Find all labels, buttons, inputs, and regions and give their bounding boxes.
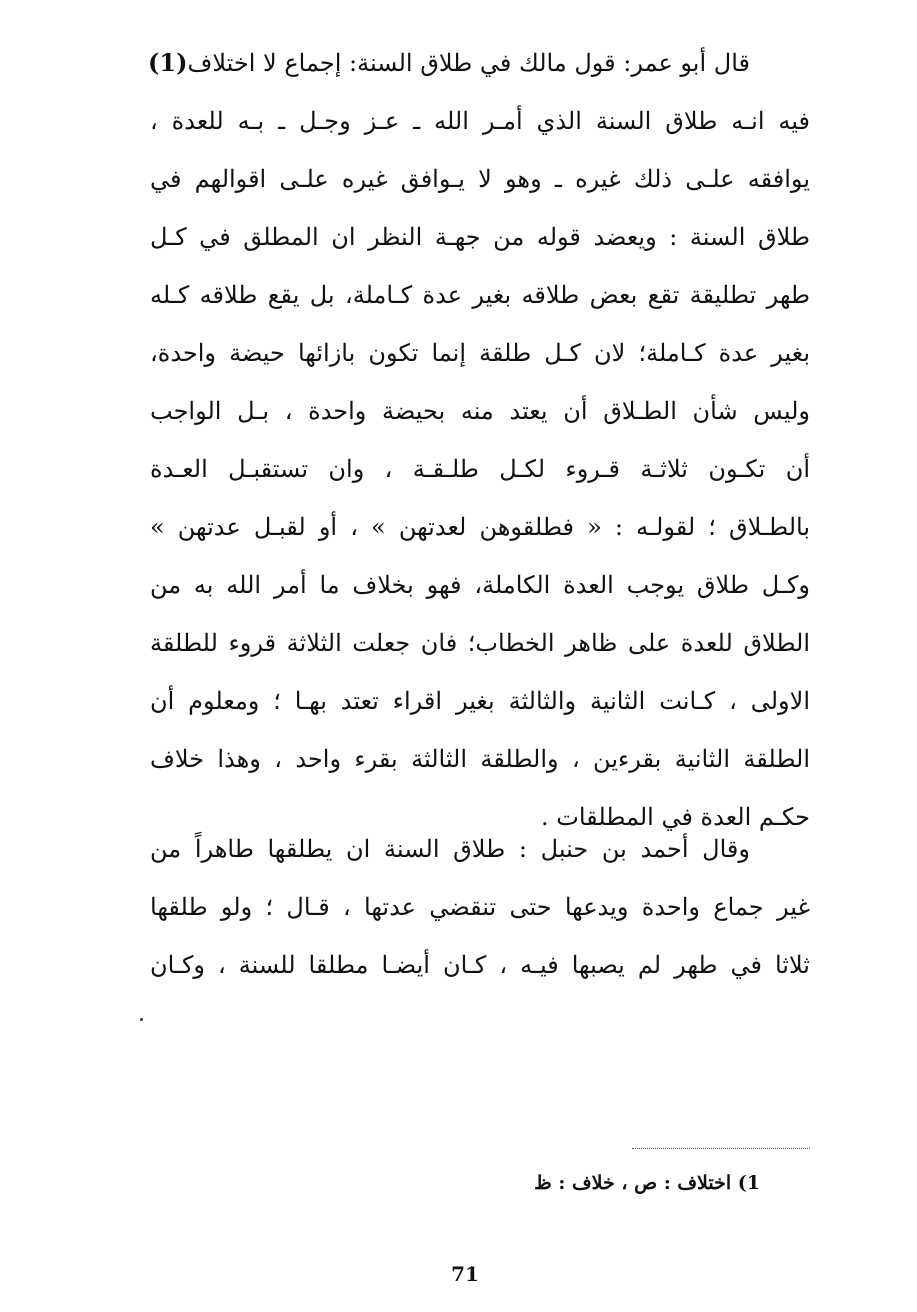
text-line: يوافقه علـى ذلك غيره ـ وهو لا يـوافق غيره علـى اقوالهم في (150, 165, 810, 193)
text-line: بالطـلاق ؛ لقولـه : « فطلقوهن لعدتهن » ، أو لقبـل عدتهن » (150, 513, 810, 541)
text-line: حكـم العدة في المطلقات . (541, 803, 810, 831)
text-line: بغير عدة كـاملة؛ لان كـل طلقة إنما تكون بازائها حيضة واحدة، (150, 339, 810, 367)
text-line: الطلقة الثانية بقرءين ، والطلقة الثالثة بقرء واحد ، وهذا خلاف (150, 745, 810, 773)
text-line: وليس شأن الطـلاق أن يعتد منه بحيضة واحدة ، بـل الواجب (150, 397, 810, 425)
text-line: ثلاثا في طهر لم يصبها فيـه ، كـان أيضـا مطلقا للسنة ، وكـان (150, 951, 810, 979)
footnote (460, 1172, 760, 1194)
text-line: الطلاق للعدة على ظاهر الخطاب؛ فان جعلت الثلاثة قروء للطلقة (150, 629, 810, 657)
text-line: الاولى ، كـانت الثانية والثالثة بغير اقراء تعتد بهـا ؛ ومعلوم أن (150, 687, 810, 715)
text-line: وكـل طلاق يوجب العدة الكاملة، فهو بخلاف ما أمر الله به من (150, 571, 810, 599)
text-line: طهر تطليقة تقع بعض طلاقه بغير عدة كـاملة، بل يقع طلاقه كـله (150, 281, 810, 309)
text-line: وقال أحمد بن حنبل : طلاق السنة ان يطلقها طاهراً من (150, 835, 750, 863)
footnote-separator (632, 1148, 810, 1149)
scan-speck (140, 1018, 143, 1021)
footnote-text: اختلاف : ص ، خلاف : ظ (534, 1172, 732, 1194)
line-text: قال أبو عمر: قول مالك في طلاق السنة: إجماع لا اختلاف (187, 49, 750, 77)
footnote-marker: (1) (148, 48, 188, 77)
text-line: فيه انـه طلاق السنة الذي أمـر الله ـ عـز وجـل ـ بـه للعدة ، (150, 107, 810, 135)
text-line (150, 34, 810, 92)
page-number: 71 (451, 1262, 479, 1286)
paragraph-1 (150, 34, 810, 846)
footnote-number: 1) (737, 1172, 760, 1194)
text-line: غير جماع واحدة ويدعها حتى تنقضي عدتها ، قـال ؛ ولو طلقها (150, 893, 810, 921)
text-line: أن تكـون ثلاثـة قـروء لكـل طلـقـة ، وان تستقبـل العـدة (150, 455, 810, 483)
paragraph-2 (150, 820, 810, 994)
text-line: طلاق السنة : ويعضد قوله من جهـة النظر ان المطلق في كـل (150, 223, 810, 251)
